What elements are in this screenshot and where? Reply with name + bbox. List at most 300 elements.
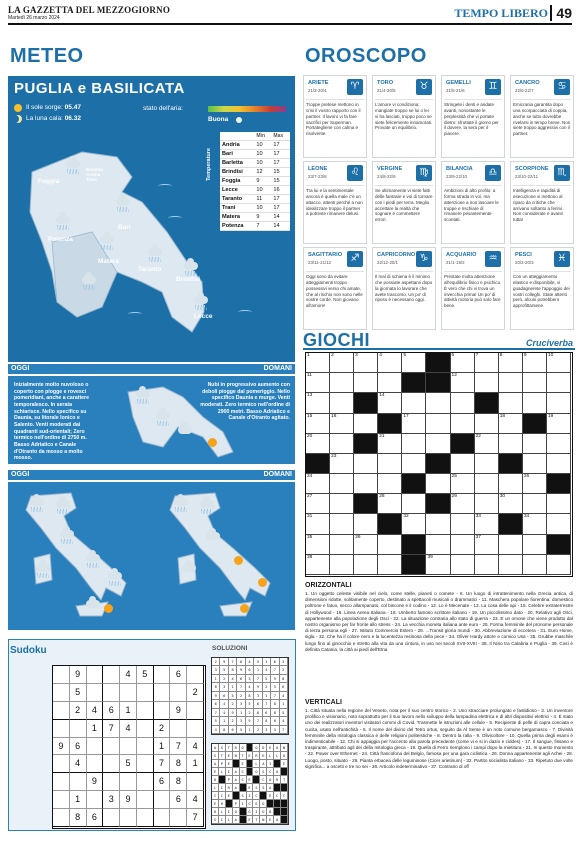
sudoku-cell[interactable]	[53, 702, 70, 720]
temp-max: 17	[273, 142, 280, 148]
crossword-cell[interactable]	[354, 373, 378, 393]
sudoku-solution-cell: 6	[220, 692, 228, 700]
crossword-cell[interactable]	[451, 353, 475, 373]
oggi-label: OGGI	[11, 365, 30, 372]
sign-text: Emicrania garantita dopo una scorpacciata di coppia, anche se tutto dovrebbe rivelarsi in tempo breve. Non siete troppo aggressivi con il partner.	[513, 102, 571, 137]
crossword-cell[interactable]	[547, 514, 571, 534]
rain-icon	[83, 285, 95, 290]
sudoku-solution-cell: 2	[212, 658, 220, 666]
crossword-cell[interactable]	[306, 373, 330, 393]
sudoku-cell: 2	[70, 702, 87, 720]
crossword-cell[interactable]	[330, 474, 354, 494]
sudoku-cell[interactable]	[53, 720, 70, 738]
sudoku-cell[interactable]	[103, 684, 120, 702]
sudoku-cell[interactable]	[120, 684, 137, 702]
crossword-solution-cell: C	[274, 792, 281, 800]
temp-max: 17	[273, 160, 280, 166]
crossword-cell[interactable]	[499, 414, 523, 434]
crossword-cell[interactable]	[499, 393, 523, 413]
crossword-clue-number: 14	[379, 393, 385, 399]
crossword-cell[interactable]	[306, 535, 330, 555]
crossword-cell[interactable]	[547, 454, 571, 474]
crossword-clue-number: 4	[379, 353, 382, 358]
sudoku-cell: 6	[103, 702, 120, 720]
crossword-cell[interactable]	[547, 494, 571, 514]
sudoku-cell[interactable]	[137, 755, 154, 773]
crossword-cell[interactable]	[354, 353, 378, 373]
sea-wave-icon	[128, 312, 142, 316]
crossword-cell[interactable]	[330, 434, 354, 454]
crossword-cell[interactable]	[451, 373, 475, 393]
crossword-cell[interactable]	[378, 434, 402, 454]
sign-dates: 24/8-22/9	[377, 174, 396, 179]
crossword-cell[interactable]	[306, 434, 330, 454]
sudoku-solution-cell: 8	[280, 675, 288, 683]
crossword-cell[interactable]	[378, 373, 402, 393]
crossword-cell[interactable]	[523, 555, 547, 575]
crossword-cell[interactable]	[354, 414, 378, 434]
crossword-clue-number: 10	[547, 353, 554, 358]
sudoku-cell: 7	[187, 809, 204, 827]
crossword-solution-cell: L	[274, 752, 281, 760]
sudoku-cell[interactable]	[103, 755, 120, 773]
crossword-cell[interactable]	[547, 555, 571, 575]
rain-icon	[185, 271, 197, 276]
crossword-solution-cell	[274, 784, 281, 792]
temp-city: Taranto	[222, 196, 243, 202]
sudoku-cell[interactable]	[103, 773, 120, 791]
crossword-cell[interactable]	[547, 353, 571, 373]
crossword-cell[interactable]	[378, 555, 402, 575]
sudoku-solution-cell: 4	[263, 666, 271, 674]
sudoku-cell: 1	[120, 702, 137, 720]
sudoku-grid[interactable]	[52, 665, 206, 829]
crossword-cell[interactable]	[499, 373, 523, 393]
crossword-cell[interactable]	[523, 454, 547, 474]
crossword-cell[interactable]	[306, 414, 330, 434]
sudoku-cell[interactable]	[137, 720, 154, 738]
crossword-cell[interactable]	[426, 474, 450, 494]
sudoku-cell: 4	[120, 720, 137, 738]
sudoku-solution-cell: 6	[280, 683, 288, 691]
sudoku-cell[interactable]	[154, 684, 171, 702]
crossword-cell[interactable]	[547, 434, 571, 454]
temp-min: 10	[256, 160, 263, 166]
cloud-icon	[136, 390, 150, 398]
crossword-cell[interactable]	[306, 494, 330, 514]
crossword-cell[interactable]	[306, 353, 330, 373]
cloud-icon	[82, 276, 96, 284]
sudoku-cell[interactable]	[187, 666, 204, 684]
crossword-cell[interactable]	[306, 393, 330, 413]
crossword-solution-cell: O	[212, 808, 219, 816]
cloud-icon	[174, 498, 188, 506]
crossword-black-cell	[378, 414, 402, 434]
crossword-cell[interactable]	[402, 494, 426, 514]
crossword-solution-cell: O	[281, 752, 288, 760]
crossword-cell[interactable]	[378, 353, 402, 373]
sudoku-cell[interactable]	[187, 720, 204, 738]
crossword-black-cell	[547, 535, 571, 555]
sudoku-cell: 4	[87, 702, 104, 720]
crossword-clue-number: 3	[355, 353, 358, 358]
sudoku-cell[interactable]	[53, 809, 70, 827]
crossword-cell[interactable]	[330, 454, 354, 474]
sudoku-cell[interactable]	[120, 809, 137, 827]
sudoku-solution-cell: 8	[254, 709, 262, 717]
crossword-cell[interactable]	[547, 393, 571, 413]
crossword-cell[interactable]	[475, 474, 499, 494]
crossword-cell[interactable]	[451, 393, 475, 413]
sign-dates: 21/4-20/5	[377, 88, 396, 93]
region-title: PUGLIA e BASILICATA	[14, 80, 185, 97]
crossword-cell[interactable]	[426, 535, 450, 555]
crossword-cell[interactable]	[475, 555, 499, 575]
sign-name: SCORPIONE	[515, 166, 549, 172]
crossword-cell[interactable]	[499, 555, 523, 575]
sudoku-cell[interactable]	[154, 809, 171, 827]
crossword-cell[interactable]	[523, 535, 547, 555]
sudoku-cell[interactable]	[70, 773, 87, 791]
crossword-cell[interactable]	[426, 514, 450, 534]
crossword-grid[interactable]	[305, 352, 573, 577]
crossword-label: Cruciverba	[525, 338, 573, 348]
crossword-clue-number: 22	[475, 433, 481, 439]
crossword-cell[interactable]	[402, 353, 426, 373]
rain-icon	[201, 509, 213, 514]
crossword-solution-cell: E	[267, 816, 274, 824]
sudoku-solution-cell: 4	[220, 709, 228, 717]
crossword-solution-cell: L	[253, 760, 260, 768]
giochi-title: GIOCHI	[303, 330, 371, 350]
rain-icon	[67, 169, 79, 174]
crossword-cell[interactable]	[426, 555, 450, 575]
sudoku-cell[interactable]	[87, 666, 104, 684]
crossword-solution-cell	[240, 784, 247, 792]
crossword-solution-cell	[240, 816, 247, 824]
sudoku-solution-cell: 4	[280, 717, 288, 725]
crossword-cell[interactable]	[378, 494, 402, 514]
sudoku-cell[interactable]	[103, 738, 120, 756]
crossword-cell[interactable]	[451, 494, 475, 514]
sudoku-solution-cell: 8	[237, 658, 245, 666]
crossword-clue-number: 7	[475, 353, 479, 358]
crossword-solution-cell: A	[212, 760, 219, 768]
crossword-clue-number: 5	[403, 353, 407, 358]
crossword-cell[interactable]	[330, 393, 354, 413]
crossword-cell[interactable]	[306, 514, 330, 534]
sea-wave-icon	[158, 184, 172, 188]
crossword-solution-cell: C	[281, 792, 288, 800]
crossword-cell[interactable]	[330, 353, 354, 373]
crossword-cell[interactable]	[547, 414, 571, 434]
sign-name: ARIETE	[308, 80, 329, 86]
sudoku-cell[interactable]	[53, 755, 70, 773]
sudoku-cell[interactable]	[137, 684, 154, 702]
crossword-clue-number: 15	[307, 413, 313, 419]
crossword-cell[interactable]	[426, 393, 450, 413]
sun-icon	[258, 578, 267, 587]
crossword-clue-number: 35	[307, 534, 313, 540]
sudoku-solution-cell: 5	[220, 666, 228, 674]
crossword-solution-cell: E	[260, 752, 267, 760]
crossword-cell[interactable]	[499, 494, 523, 514]
crossword-cell[interactable]	[402, 454, 426, 474]
sudoku-cell: 1	[154, 738, 171, 756]
crossword-clue-number: 6	[451, 353, 455, 358]
crossword-cell[interactable]	[378, 535, 402, 555]
crossword-cell[interactable]	[378, 393, 402, 413]
sudoku-cell[interactable]	[154, 666, 171, 684]
crossword-clue-number: 8	[499, 353, 503, 358]
oroscopo-title: OROSCOPO	[305, 45, 427, 67]
crossword-solution-cell: D	[260, 744, 267, 752]
crossword-cell[interactable]	[523, 373, 547, 393]
crossword-cell[interactable]	[523, 494, 547, 514]
crossword-black-cell	[378, 514, 402, 534]
sudoku-cell[interactable]	[120, 773, 137, 791]
sudoku-cell[interactable]	[53, 791, 70, 809]
sudoku-cell[interactable]	[187, 702, 204, 720]
crossword-cell[interactable]	[451, 454, 475, 474]
crossword-cell[interactable]	[426, 414, 450, 434]
sudoku-cell[interactable]	[137, 809, 154, 827]
crossword-solution-cell	[233, 760, 240, 768]
crossword-cell[interactable]	[523, 514, 547, 534]
sudoku-solution-grid	[211, 657, 289, 735]
sudoku-cell[interactable]	[137, 702, 154, 720]
crossword-cell[interactable]	[426, 434, 450, 454]
crossword-cell[interactable]	[402, 414, 426, 434]
sudoku-cell[interactable]	[87, 684, 104, 702]
crossword-cell[interactable]	[354, 555, 378, 575]
crossword-solution-cell: C	[260, 776, 267, 784]
crossword-clue-number: 34	[523, 514, 530, 520]
sudoku-cell: 6	[70, 738, 87, 756]
crossword-cell[interactable]	[451, 535, 475, 555]
sudoku-solution-cell: 5	[280, 709, 288, 717]
crossword-solution-cell: A	[233, 816, 240, 824]
sudoku-solution-cell: 6	[229, 726, 237, 734]
crossword-solution-cell: A	[274, 816, 281, 824]
temp-min: 9	[256, 214, 260, 220]
crossword-cell[interactable]	[402, 393, 426, 413]
sign-text: Con un atteggiamento elastico e disponibile, vi guadagnerete l'appoggio dei vostri colleghi. State attenti però, alcuni potrebbero approfittarsene.	[513, 274, 570, 309]
crossword-cell[interactable]	[475, 535, 499, 555]
crossword-cell[interactable]	[523, 353, 547, 373]
crossword-solution-cell: E	[247, 784, 254, 792]
section-title: TEMPO LIBERO	[454, 6, 548, 20]
crossword-cell[interactable]	[330, 414, 354, 434]
sign-text: Il mal di schiena è il minimo che possiate aspettarvi dopo la giornata lo lavorare che avete trascorso. Un po' di riposo è necessario oggi.	[375, 274, 433, 303]
cloud-icon	[194, 296, 208, 304]
libra-icon: ♎	[485, 165, 501, 181]
crossword-cell[interactable]	[523, 393, 547, 413]
sudoku-cell[interactable]	[87, 738, 104, 756]
sudoku-cell: 7	[103, 720, 120, 738]
sudoku-solution-cell: 2	[280, 666, 288, 674]
crossword-solution-cell	[260, 792, 267, 800]
crossword-cell[interactable]	[354, 474, 378, 494]
crossword-cell[interactable]	[330, 535, 354, 555]
city-matera: Matera	[98, 258, 119, 265]
sunrise-time: 05.47	[64, 104, 81, 111]
sudoku-solution-cell: 5	[212, 717, 220, 725]
temp-max: 15	[273, 169, 280, 175]
sun-icon	[240, 604, 249, 613]
crossword-cell[interactable]	[499, 434, 523, 454]
crossword-cell[interactable]	[547, 373, 571, 393]
crossword-cell[interactable]	[354, 514, 378, 534]
crossword-solution-cell: T	[253, 816, 260, 824]
sudoku-cell[interactable]	[137, 738, 154, 756]
crossword-clue-number: 23	[331, 453, 337, 459]
crossword-solution-cell	[219, 776, 226, 784]
temp-city: Matera	[222, 214, 241, 220]
cloud-icon	[30, 498, 44, 506]
crossword-cell[interactable]	[523, 474, 547, 494]
crossword-cell[interactable]	[499, 474, 523, 494]
sign-text: Prestate molta attenzione all'equilibrio fisico e psichico. È vero che chi vi trova un invecchia prima! Un po' di attività motoria può solo fare bene.	[444, 274, 502, 309]
crossword-cell[interactable]	[330, 373, 354, 393]
sudoku-solution-cell: 7	[271, 692, 279, 700]
crossword-cell[interactable]	[451, 514, 475, 534]
sudoku-cell[interactable]	[170, 809, 187, 827]
crossword-solution-cell	[253, 776, 260, 784]
sudoku-cell[interactable]	[87, 755, 104, 773]
oggi-domani-bar	[8, 364, 295, 374]
crossword-cell[interactable]	[330, 555, 354, 575]
crossword-cell[interactable]	[475, 454, 499, 474]
sudoku-solution-cell: 7	[254, 717, 262, 725]
rain-icon	[57, 225, 69, 230]
crossword-solution-cell: O	[274, 744, 281, 752]
sudoku-cell[interactable]	[137, 773, 154, 791]
sudoku-solution-cell: 6	[237, 675, 245, 683]
crossword-solution-cell	[247, 760, 254, 768]
crossword-solution-cell: N	[260, 816, 267, 824]
italy-domani-label: DOMANI	[263, 471, 292, 478]
sign-dates: 23/11-21/12	[308, 260, 332, 265]
crossword-cell[interactable]	[475, 373, 499, 393]
crossword-cell[interactable]	[354, 454, 378, 474]
publication-date: Martedì 26 marzo 2024	[8, 15, 60, 21]
crossword-cell[interactable]	[378, 474, 402, 494]
crossword-cell[interactable]	[306, 474, 330, 494]
crossword-cell[interactable]	[451, 555, 475, 575]
table-row	[220, 168, 290, 177]
sudoku-cell: 1	[87, 720, 104, 738]
crossword-cell[interactable]	[306, 555, 330, 575]
crossword-clue-number: 29	[451, 494, 457, 500]
crossword-cell[interactable]	[330, 494, 354, 514]
sudoku-cell[interactable]	[170, 684, 187, 702]
crossword-black-cell	[402, 474, 426, 494]
crossword-cell[interactable]	[354, 535, 378, 555]
table-row	[220, 177, 290, 186]
crossword-black-cell	[354, 434, 378, 454]
crossword-cell[interactable]	[475, 514, 499, 534]
crossword-cell[interactable]	[402, 434, 426, 454]
crossword-solution-cell: T	[226, 744, 233, 752]
moonset-line	[26, 115, 81, 122]
crossword-clue-number: 20	[307, 433, 313, 439]
sudoku-solution-cell: 2	[263, 683, 271, 691]
sudoku-cell[interactable]	[154, 791, 171, 809]
crossword-cell[interactable]	[475, 353, 499, 373]
sudoku-cell[interactable]	[103, 666, 120, 684]
crossword-cell[interactable]	[523, 434, 547, 454]
sudoku-cell: 5	[137, 666, 154, 684]
sudoku-cell[interactable]	[53, 773, 70, 791]
sign-name: TORO	[377, 80, 394, 86]
rain-icon	[175, 507, 187, 512]
sudoku-solution-cell: 3	[280, 658, 288, 666]
crossword-solution-cell: C	[267, 768, 274, 776]
crossword-solution-cell: U	[260, 808, 267, 816]
taurus-icon: ♉	[416, 79, 432, 95]
sudoku-solution-cell: 3	[254, 692, 262, 700]
sudoku-cell[interactable]	[187, 773, 204, 791]
crossword-cell[interactable]	[475, 494, 499, 514]
crossword-cell[interactable]	[451, 414, 475, 434]
sudoku-cell[interactable]	[154, 702, 171, 720]
city-bari: Bari	[118, 224, 131, 231]
meteo-panel	[8, 76, 295, 362]
crossword-clue-number: 39	[427, 554, 433, 560]
temp-min: 9	[256, 178, 260, 184]
crossword-cell[interactable]	[499, 535, 523, 555]
italy-maps-panel	[8, 482, 295, 630]
crossword-cell[interactable]	[402, 514, 426, 534]
crossword-solution-cell: L	[212, 784, 219, 792]
masthead	[8, 5, 572, 25]
crossword-cell[interactable]	[475, 414, 499, 434]
sign-name: SAGITTARIO	[308, 252, 343, 258]
sudoku-cell[interactable]	[53, 666, 70, 684]
crossword-cell[interactable]	[378, 454, 402, 474]
crossword-solution-cell	[274, 760, 281, 768]
crossword-cell[interactable]	[475, 434, 499, 454]
sudoku-cell[interactable]	[87, 791, 104, 809]
crossword-solution-cell: L	[219, 768, 226, 776]
temp-max: 17	[273, 196, 280, 202]
crossword-cell[interactable]	[499, 353, 523, 373]
sudoku-solution-cell: 6	[263, 709, 271, 717]
sudoku-cell[interactable]	[70, 720, 87, 738]
sudoku-cell: 4	[187, 791, 204, 809]
sudoku-solution-cell: 4	[229, 675, 237, 683]
sudoku-cell[interactable]	[137, 791, 154, 809]
crossword-solution-cell	[281, 784, 288, 792]
crossword-solution-cell: L	[219, 808, 226, 816]
crossword-clue-number: 13	[307, 393, 313, 399]
sign-name: GEMELLI	[446, 80, 471, 86]
sagittarius-icon: ♐	[347, 251, 363, 267]
sudoku-cell: 2	[187, 684, 204, 702]
crossword-solution-cell: I	[212, 792, 219, 800]
sudoku-cell[interactable]	[120, 738, 137, 756]
temp-min: 10	[256, 151, 263, 157]
sudoku-solution-cell: 9	[212, 692, 220, 700]
crossword-solution-cell: R	[233, 744, 240, 752]
sudoku-cell[interactable]	[170, 720, 187, 738]
crossword-cell[interactable]	[330, 514, 354, 534]
crossword-cell[interactable]	[451, 474, 475, 494]
sudoku-cell[interactable]	[103, 809, 120, 827]
scorpio-icon: ♏	[554, 165, 570, 181]
sudoku-cell[interactable]	[53, 684, 70, 702]
